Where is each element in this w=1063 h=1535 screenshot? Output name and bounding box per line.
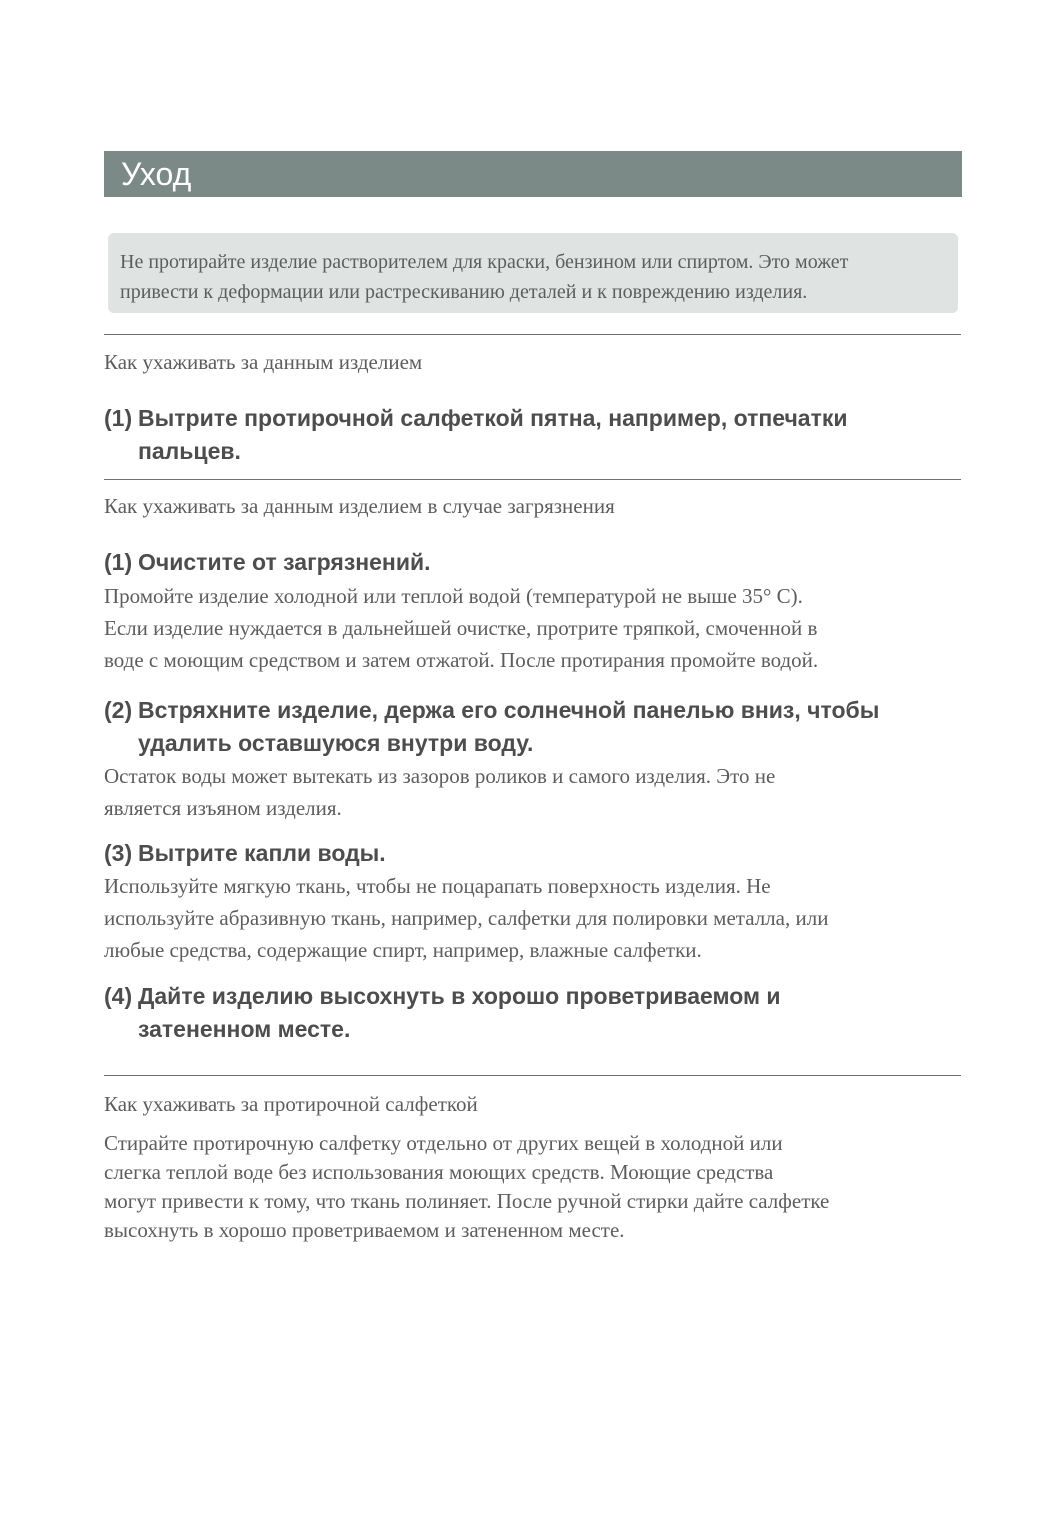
text-line: воде с моющим средством и затем отжатой. После протирания промойте водой.: [104, 648, 819, 672]
text-line: Промойте изделие холодной или теплой водой (температурой не выше 35° C).: [104, 584, 803, 608]
divider: [104, 334, 961, 335]
cloth-care-text: [104, 1129, 829, 1245]
step-shake-text: [104, 760, 775, 824]
text-line: Остаток воды может вытекать из зазоров роликов и самого изделия. Это не: [104, 764, 776, 788]
text-line: Стирайте протирочную салфетку отдельно от других вещей в холодной или: [104, 1131, 783, 1155]
title-bar: [104, 151, 962, 197]
text-line: слегка теплой воде без использования моющих средств. Моющие средства: [104, 1160, 774, 1184]
section-label-care: Как ухаживать за данным изделием: [104, 350, 423, 374]
step-clean-text: [104, 580, 818, 676]
step-heading-cont: пальцев.: [138, 438, 241, 464]
text-line: высохнуть в хорошо проветриваемом и затененном месте.: [104, 1218, 625, 1242]
step-number: (4): [104, 983, 133, 1009]
text-line: Используйте мягкую ткань, чтобы не поцарапать поверхность изделия. Не: [104, 874, 771, 898]
step-heading: Очистите от загрязнений.: [138, 549, 431, 575]
step-heading-cont: удалить оставшуюся внутри воду.: [138, 730, 534, 756]
step-shake: [104, 694, 879, 760]
step-heading: Дайте изделию высохнуть в хорошо проветриваемом и: [138, 983, 781, 1009]
step-heading: Встряхните изделие, держа его солнечной панелью вниз, чтобы: [138, 697, 880, 723]
step-heading-cont: затененном месте.: [138, 1016, 351, 1042]
caution-box: [108, 233, 958, 313]
section-label-cloth: Как ухаживать за протирочной салфеткой: [104, 1092, 478, 1116]
step-clean: [104, 546, 431, 579]
text-line: любые средства, содержащие спирт, например, влажные салфетки.: [104, 938, 702, 962]
step-wipe-drops: [104, 837, 386, 870]
step-number: (2): [104, 697, 133, 723]
step-wipe-drops-text: [104, 870, 828, 966]
divider: [104, 1075, 961, 1076]
section-label-dirty: Как ухаживать за данным изделием в случае загрязнения: [104, 494, 615, 518]
step-heading: Вытрите протирочной салфеткой пятна, например, отпечатки: [138, 405, 848, 431]
text-line: используйте абразивную ткань, например, салфетки для полировки металла, или: [104, 906, 829, 930]
step-dry: [104, 980, 781, 1046]
divider: [104, 479, 961, 480]
text-line: является изъяном изделия.: [104, 796, 342, 820]
step-number: (1): [104, 549, 133, 575]
text-line: могут привести к тому, что ткань полиняет. После ручной стирки дайте салфетке: [104, 1189, 830, 1213]
page-title: Уход: [121, 156, 192, 192]
step-number: (3): [104, 840, 133, 866]
step-number: (1): [104, 405, 133, 431]
text-line: Если изделие нуждается в дальнейшей очистке, протрите тряпкой, смоченной в: [104, 616, 818, 640]
caution-line: Не протирайте изделие растворителем для краски, бензином или спиртом. Это может: [120, 251, 849, 273]
caution-line: привести к деформации или растрескиванию деталей и к повреждению изделия.: [120, 281, 808, 303]
step-heading: Вытрите капли воды.: [138, 840, 386, 866]
step-wipe-stains: [104, 402, 848, 468]
